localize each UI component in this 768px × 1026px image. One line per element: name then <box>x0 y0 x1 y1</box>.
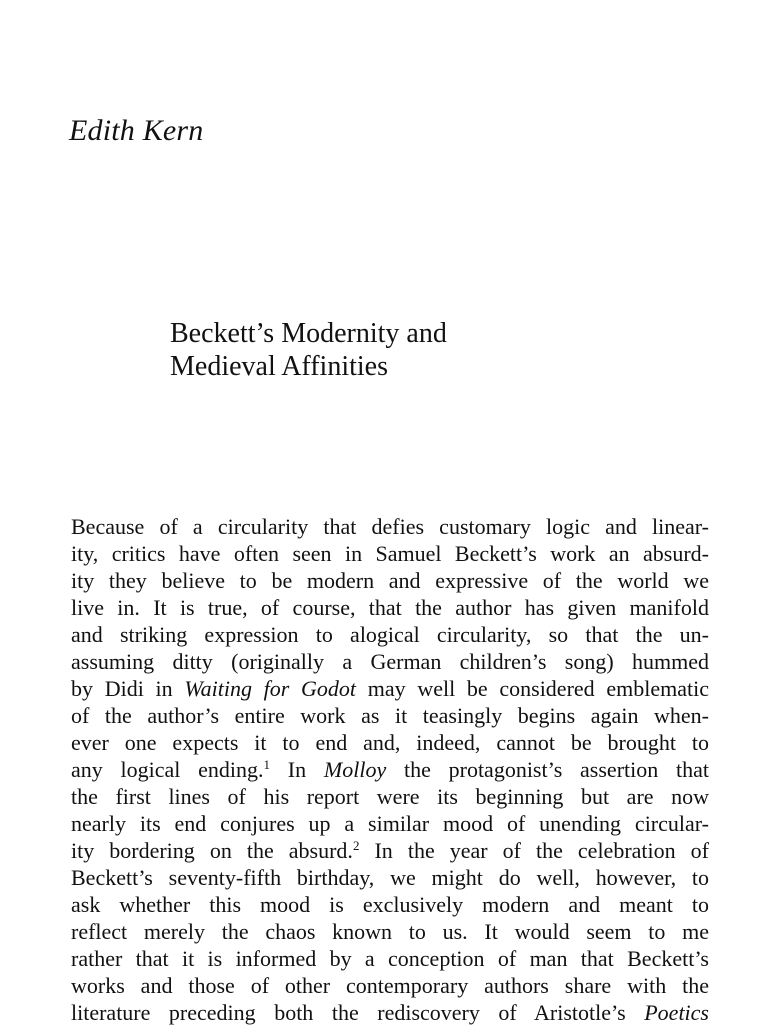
text-line: Because of a circularity that defies customary logic and linear- <box>71 514 709 539</box>
text-line: nearly its end conjures up a similar mood of unending circular- <box>71 811 709 836</box>
work-title-waiting-for-godot: Waiting for Godot <box>184 676 357 701</box>
text-run: literature preceding both the rediscovery of Aristotle’s <box>71 1000 645 1025</box>
text-line: reflect merely the chaos known to us. It would seem to me <box>71 919 709 944</box>
work-title-poetics: Poetics <box>644 1000 709 1025</box>
footnote-marker-2[interactable]: 2 <box>352 838 360 853</box>
text-run: may well be considered emblematic <box>356 676 709 701</box>
title-line: Beckett’s Modernity and <box>170 318 447 349</box>
work-title-molloy: Molloy <box>323 757 387 782</box>
text-line <box>71 675 709 702</box>
text-line: ask whether this mood is exclusively modern and meant to <box>71 892 709 917</box>
text-line: ity, critics have often seen in Samuel Beckett’s work an absurd- <box>71 541 709 566</box>
text-line: live in. It is true, of course, that the author has given manifold <box>71 595 709 620</box>
author-name: Edith Kern <box>69 114 204 147</box>
text-line: of the author’s entire work as it teasingly begins again when- <box>71 703 709 728</box>
article-title <box>170 317 447 383</box>
text-run: In <box>270 757 324 782</box>
text-line: ever one expects it to end and, indeed, cannot be brought to <box>71 730 709 755</box>
text-line <box>71 837 709 864</box>
text-run: by Didi in <box>71 676 185 701</box>
text-run: ity bordering on the absurd. <box>71 838 353 863</box>
footnote-marker-1[interactable]: 1 <box>263 757 271 772</box>
text-run: any logical ending. <box>71 757 264 782</box>
text-line: the first lines of his report were its beginning but are now <box>71 784 709 809</box>
text-line: and striking expression to alogical circularity, so that the un- <box>71 622 709 647</box>
body-paragraph <box>71 513 709 1026</box>
text-line: works and those of other contemporary authors share with the <box>71 973 709 998</box>
text-line: assuming ditty (originally a German children’s song) hummed <box>71 649 709 674</box>
title-line: Medieval Affinities <box>170 351 388 382</box>
text-line: rather that it is informed by a conception of man that Beckett’s <box>71 946 709 971</box>
text-run: In the year of the celebration of <box>359 838 709 863</box>
text-line <box>71 756 709 783</box>
text-line: Beckett’s seventy-fifth birthday, we might do well, however, to <box>71 865 709 890</box>
text-line <box>71 999 709 1026</box>
text-run: the protagonist’s assertion that <box>386 757 709 782</box>
text-line: ity they believe to be modern and expressive of the world we <box>71 568 709 593</box>
